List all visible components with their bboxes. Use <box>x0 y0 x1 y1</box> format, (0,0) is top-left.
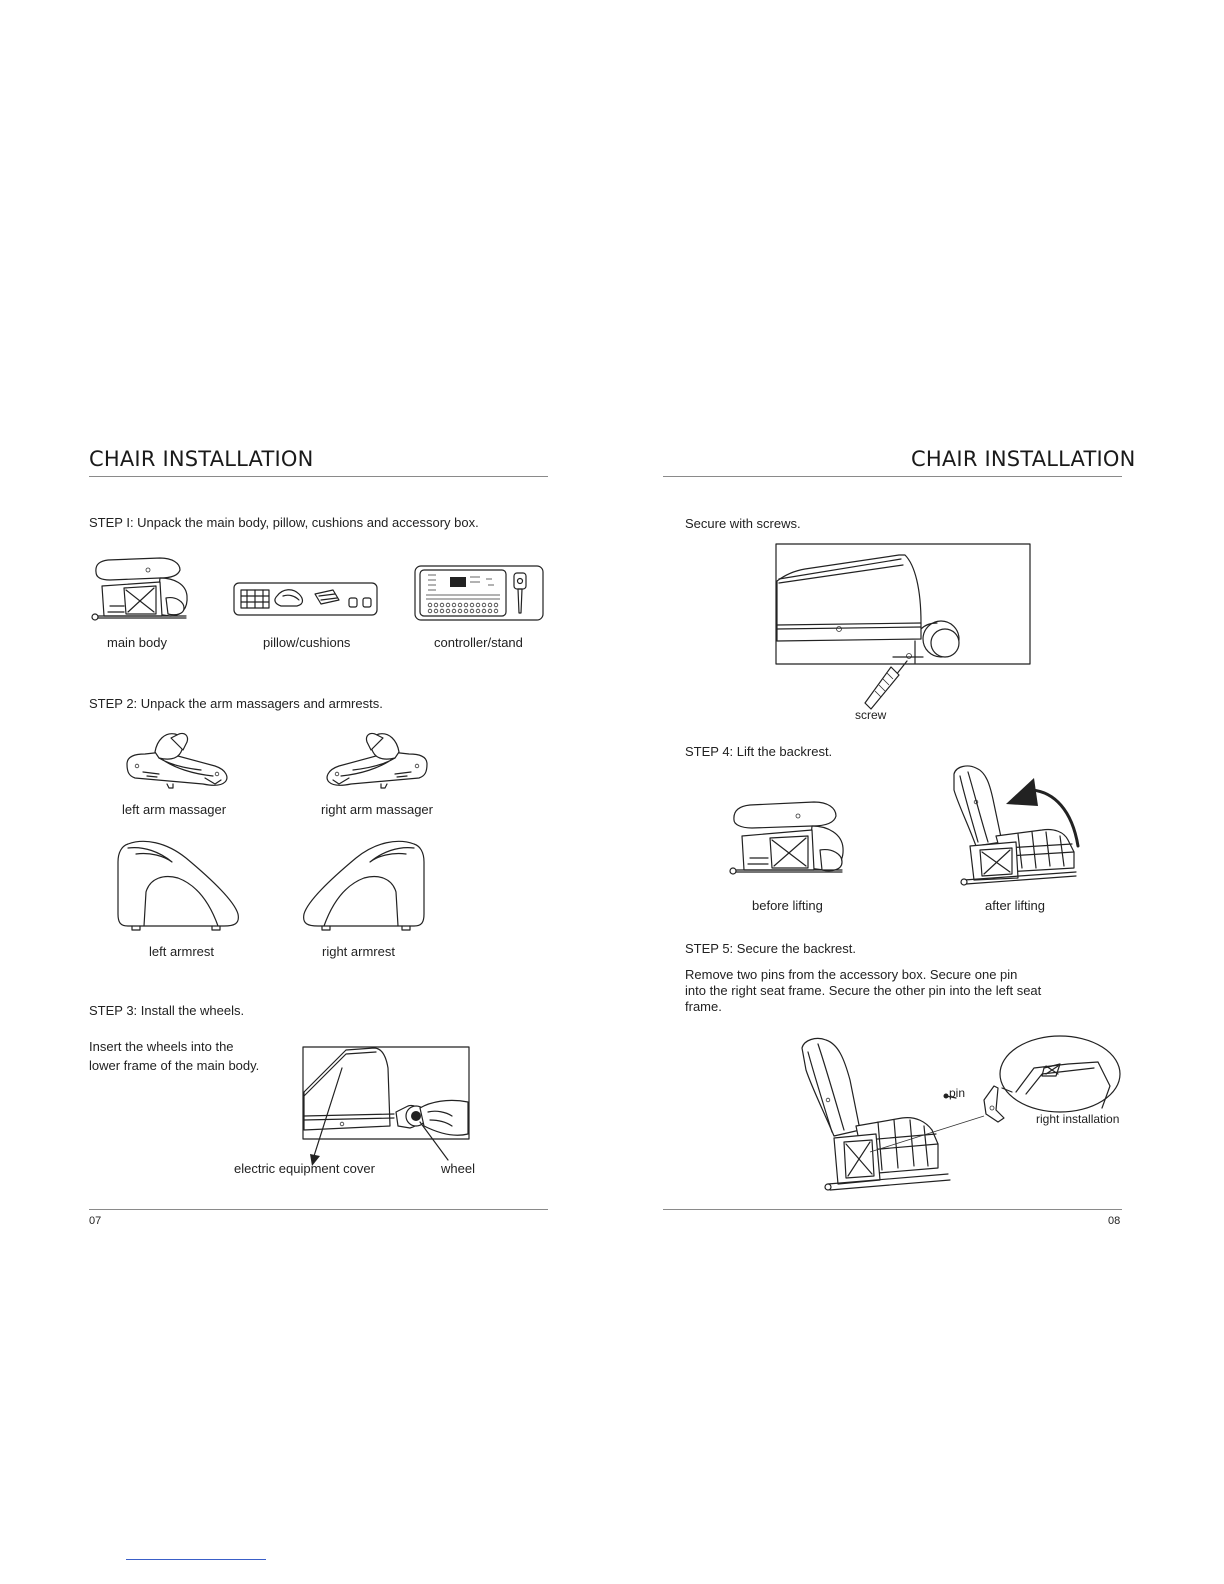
left-title-rule <box>89 476 548 477</box>
wheel-caption: wheel <box>441 1161 475 1176</box>
right-footer-rule <box>663 1209 1122 1210</box>
after-lifting-illustration <box>946 764 1084 886</box>
left-arm-massager-illustration <box>123 730 231 788</box>
pillow-cushions-illustration <box>233 582 378 616</box>
right-armrest-illustration <box>300 838 428 930</box>
right-installation-caption: right installation <box>1036 1112 1120 1126</box>
right-arm-massager-illustration <box>323 730 431 788</box>
step5-text: STEP 5: Secure the backrest. <box>685 941 857 956</box>
left-footer-rule <box>89 1209 548 1210</box>
secure-with-screws-text: Secure with screws. <box>685 516 801 531</box>
controller-stand-caption: controller/stand <box>434 635 523 650</box>
pin-caption: pin <box>949 1086 966 1100</box>
step3-desc-line2: lower frame of the main body. <box>89 1058 260 1073</box>
step4-text: STEP 4: Lift the backrest. <box>685 744 833 759</box>
main-body-illustration <box>90 556 194 622</box>
step5-desc-line1: Remove two pins from the accessory box. Secure one pin <box>685 967 1018 982</box>
right-page-number: 08 <box>1108 1215 1121 1227</box>
left-armrest-caption: left armrest <box>149 944 215 959</box>
pillow-cushions-caption: pillow/cushions <box>263 635 351 650</box>
left-arm-massager-caption: left arm massager <box>122 802 227 817</box>
left-page-number: 07 <box>89 1215 102 1227</box>
step3-desc-line1: Insert the wheels into the <box>89 1039 234 1054</box>
main-body-caption: main body <box>107 635 167 650</box>
right-armrest-caption: right armrest <box>322 944 395 959</box>
electric-equipment-cover-caption: electric equipment cover <box>234 1161 375 1176</box>
after-lifting-caption: after lifting <box>985 898 1045 913</box>
right-page-title: CHAIR INSTALLATION <box>911 447 1136 471</box>
wheel-installation-illustration <box>302 1046 470 1176</box>
step5-desc-line3: frame. <box>685 999 722 1014</box>
screw-caption: screw <box>855 708 887 722</box>
controller-stand-illustration <box>414 565 544 621</box>
right-title-rule <box>663 476 1122 477</box>
left-page-title: CHAIR INSTALLATION <box>89 447 314 471</box>
before-lifting-caption: before lifting <box>752 898 823 913</box>
left-armrest-illustration <box>114 838 242 930</box>
screw-installation-illustration <box>775 543 1031 703</box>
before-lifting-illustration <box>728 800 854 876</box>
step1-text: STEP I: Unpack the main body, pillow, cushions and accessory box. <box>89 515 479 530</box>
link-underline <box>126 1559 266 1560</box>
right-arm-massager-caption: right arm massager <box>321 802 433 817</box>
step3-text: STEP 3: Install the wheels. <box>89 1003 245 1018</box>
step2-text: STEP 2: Unpack the arm massagers and armrests. <box>89 696 383 711</box>
step5-desc-line2: into the right seat frame. Secure the other pin into the left seat <box>685 983 1042 998</box>
